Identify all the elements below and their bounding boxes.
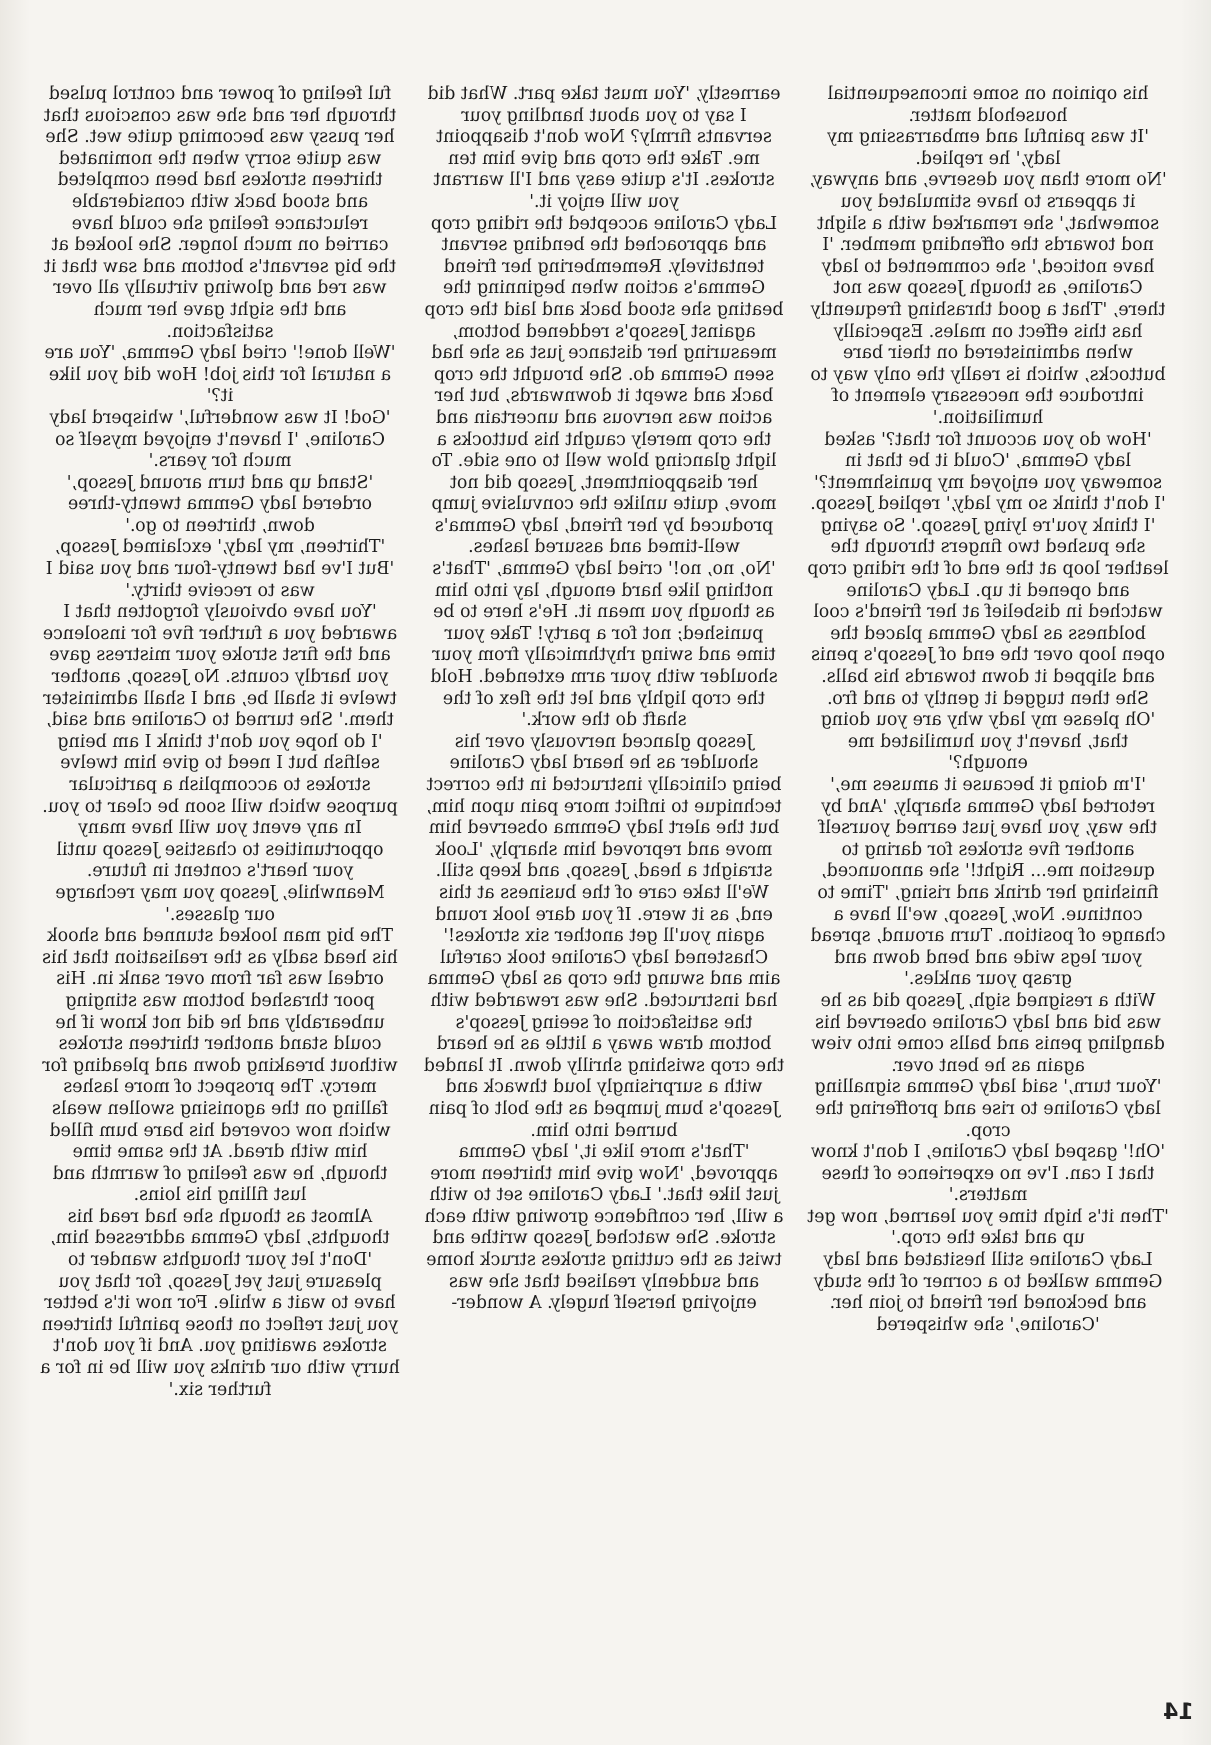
paragraph: his opinion on some inconsequential household matter. (827, 84, 1149, 126)
text-column-1 (807, 84, 1169, 1684)
paragraph: earnestly, 'You must take part. What did I say to you about handling your servants firmly? Now don't disappoint me. Take the crop and give him ten strokes. It's quite easy and I'll warrant you will enjoy it.' (427, 84, 781, 212)
paragraph: 'I think you're lying Jessop.' So saying she pushed two fingers through the leather loop at the end of the riding crop and opened it up. Lady Caroline watched in disbelief at her friend's cool boldness as lady Gemma placed the open loop over the end of Jessop's penis and slipped it down towards his balls. She then tugged it gently to and fro. (807, 515, 1169, 709)
text-column-3 (39, 84, 401, 1684)
paragraph: 'No, no, no!' cried lady Gemma, 'That's nothing like hard enough, lay into him as though you mean it. He's here to be punished; not for a party! Take your time and swing rhythmically from your shoulder with your arm extended. Hold the crop lighly and let the flex of the shaft do the work.' (430, 559, 778, 731)
paragraph: 'No more than you deserve, and anyway, it appears to have stimulated you somewhat,' she remarked with a slight nod towards the offending member. 'I have noticed,' she commented to lady Caroline, as though Jessop was not there, 'That a good thrashing frequently has this effect on males. Especially when administered on their bare buttocks, which is really the only way to introduce the necessary element of humiliation.' (809, 170, 1167, 428)
paragraph: With a resigned sigh, Jessop did as he was bid and lady Caroline observed his dangling penis and balls come into view again as he bent over. (811, 990, 1165, 1076)
paragraph: 'Stand up and turn around Jessop,' ordered lady Gemma twenty-three down, thirteen to go.' (66, 472, 374, 536)
paragraph: 'That's more like it,' lady Gemma approved, 'Now give him thirteen more just like that.' Lady Caroline set to with a will, her confidence growing with each stroke. She watched Jessop writhe and twist as the cutting strokes struck home and suddenly realised that she was enjoying herself hugely. A wonder- (424, 1142, 784, 1314)
paragraph: 'Caroline,' she whispered (876, 1314, 1100, 1335)
paragraph: Jessop glanced nervously over his shoulder as he heard lady Caroline being clinically instructed in the correct technique to inflict more pain upon him, but the alert lady Gemma observed him move and reproved him sharply, 'Look straight a head, Jessop, and keep still. We'll take care of the business at this end, as it were. If you dare look round again you'll get another six strokes!' (426, 731, 782, 947)
paragraph: 'Oh please my lady why are you doing that, haven't you humiliated me enough?' (820, 710, 1156, 774)
page-number: 14 (1163, 1700, 1194, 1725)
paragraph: 'How do you account for that?' asked lady Gemma, 'Could it be that in someway you enjoyed my punishment?' (813, 429, 1163, 493)
paragraph: Lady Caroline still hesitated and lady Gemma walked to a corner of the study and beckoned her friend to join her. (813, 1250, 1163, 1314)
paragraph: 'Thirteen, my lady,' exclaimed Jessop, 'But I've had twenty-four and you said I was to receive thirty.' (45, 537, 395, 601)
paragraph: ful feeling of power and control pulsed through her and she was conscious that her pussy was becoming quite wet. She was quite sorry when the nominated thirteen strokes had been completed and stood back with considerable reluctance feeling she could have carried on much longer. She looked at the big servant's bottom and saw that it was red and glowing virtually all over and the sight gave her much satisfaction. (43, 84, 397, 342)
paragraph: 'I don't think so my lady,' replied Jessop. (810, 494, 1166, 515)
paragraph: 'God! It was wonderful,' whisperd lady Caroline, 'I haven't enjoyed myself so much for years.' (49, 407, 391, 472)
text-columns (39, 84, 1169, 1684)
paragraph: 'It was painful and embarrassing my lady,' he replied. (827, 127, 1149, 169)
paragraph: Almost as though she had read his thoughts, lady Gemma addressed him, 'Don't let your thoughts wander to pleasure just yet Jessop, for that you have to wait a while. For now it's better you just reflect on those painful thirteen strokes awaiting you. And if you don't hurry with our drinks you will be in for a further six.' (40, 1206, 400, 1400)
paragraph: Lady Caroline accepted the riding crop and approached the bending servant tentatively. Remembering her friend Gemma's action when beginning the beating she stood back and laid the crop against Jessop's reddened bottom, measuring her distance just as she had seen Gemma do. She brought the crop back and swept it downwards, but her action was nervous and uncertain and the crop merely caught his buttocks a light glancing blow well to one side. To her disappointment, Jessop did not move, quite unlike the convulsive jump produced by her friend, lady Gemma's well-timed and assured lashes. (424, 213, 784, 558)
paragraph: 'I'm doing it because it amuses me,' retorted lady Gemma sharply, 'And by the way, you have just earned yourself another five strokes for daring to question me... Right!' she announced, finishing her drink and rising, 'Time to continue. Now, Jessop, we'll have a change of position. Turn around, spread your legs wide and bend down and grasp your ankles.' (810, 775, 1166, 990)
paragraph: 'You have obviously forgotten that I awarded you a further five for insolence and the first stroke your mistress gave you hardly counts. No Jessop, another twelve it shall be, and I shall administer them.' She turned to Caroline and said, 'I do hope you don't think I am being selfish but I need to give him twelve strokes to accomplish a particular purpose which will soon be clear to you. In any event you will have many opportunities to chastise Jessop until your heart's content in future. Meanwhile, Jessop you may recharge our glasses.' (42, 602, 398, 925)
paragraph: 'Well done!' cried lady Gemma, 'You are a natural for this job! How did you like it?' (44, 343, 396, 407)
paragraph: Chastened lady Caroline took careful aim and swung the crop as lady Gemma had instructed. She was rewarded with the satisfaction of seeing Jessop's bottom draw away a little as he heard the crop swishing shrilly down. It landed with a surprisingly loud thwack and Jessop's bum jumped as the bolt of pain burned into him. (423, 947, 785, 1141)
paragraph: 'Your turn,' said lady Gemma signalling lady Caroline to rise and proffering the crop. (814, 1077, 1162, 1141)
text-column-2 (423, 84, 785, 1684)
paragraph: The big man looked stunned and shook his head sadly as the realisation that his ordeal was far from over sank in. His poor thrashed bottom was stinging unbearably and he did not know if he could stand another thirteen strokes without breaking down and pleading for mercy. The prospect of more lashes falling on the agonising swollen weals which now covered his bare bum filled him with dread. At the same time though, he was feeling of warmth and lust filling his loins. (42, 926, 398, 1206)
paragraph: 'Then it's high time you learned, now get up and take the crop.' (807, 1206, 1169, 1249)
paragraph: 'Oh!' gasped lady Caroline, I don't know that I can. I've no experience of these matters.' (810, 1142, 1166, 1206)
